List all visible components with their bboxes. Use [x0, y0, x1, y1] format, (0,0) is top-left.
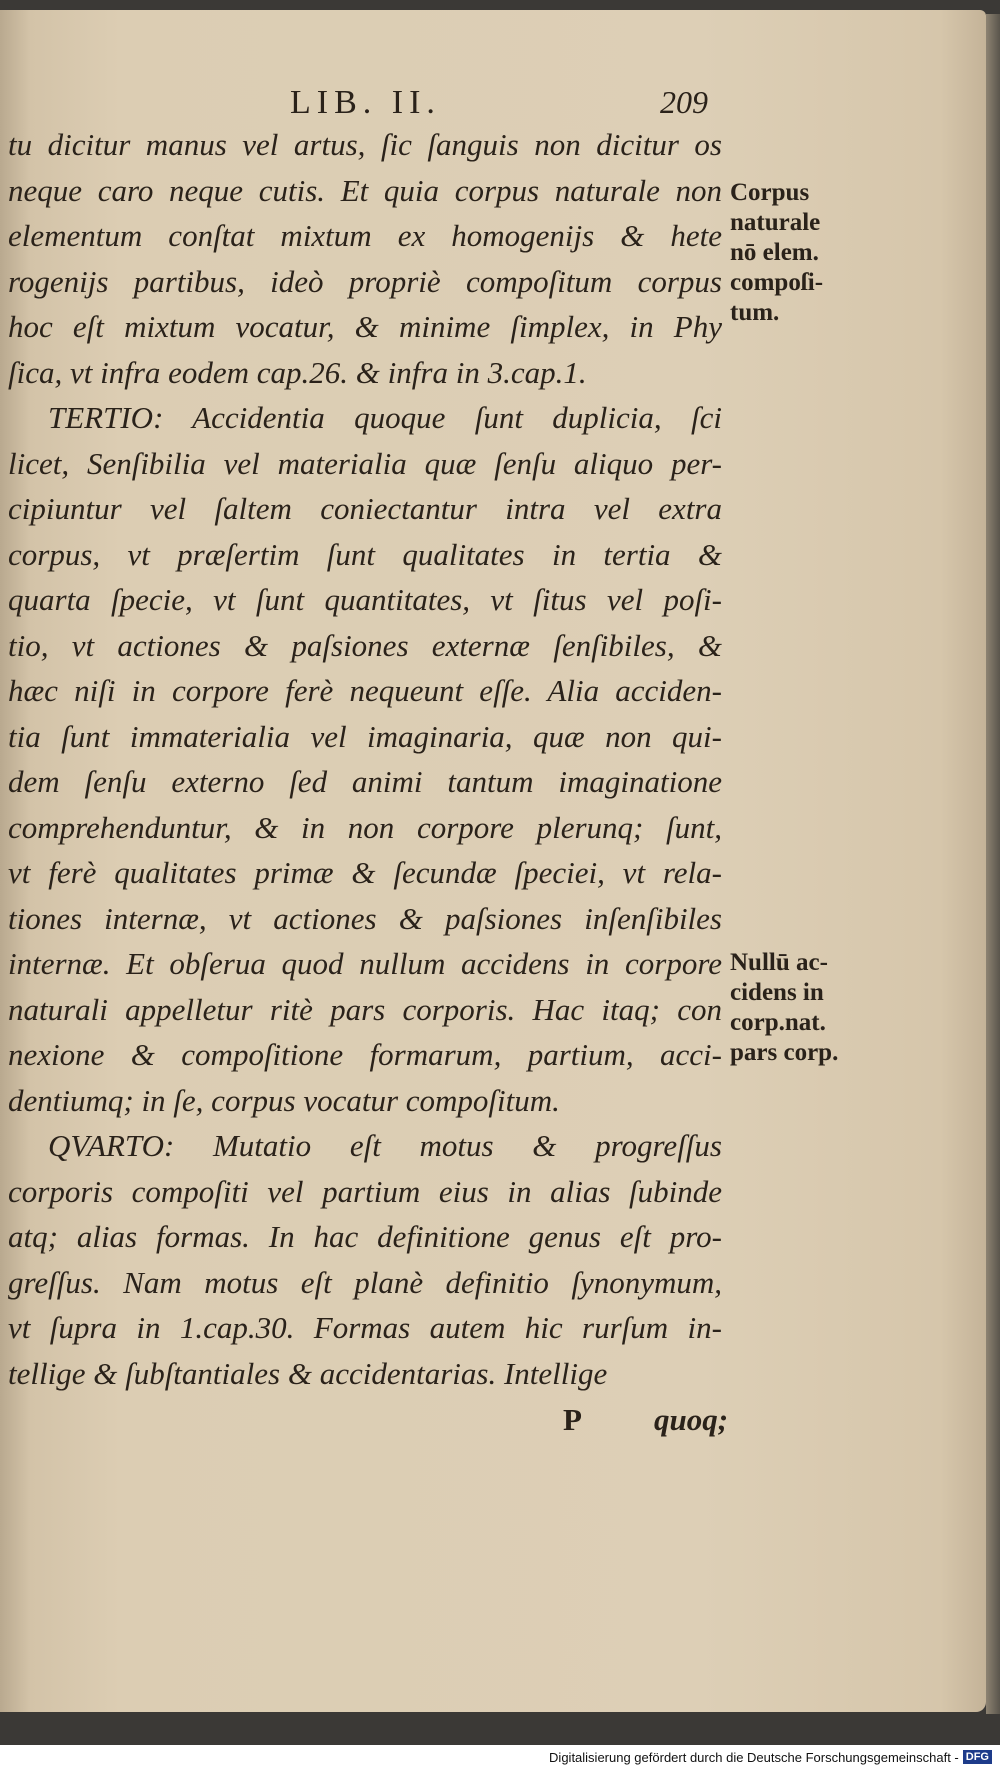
note-line: tum. — [730, 299, 780, 326]
catchword: quoq; — [654, 1402, 729, 1437]
text-line: hæc niſi in corpore ferè nequeunt eſſe. Alia acciden- — [8, 673, 722, 708]
note-line: cidens in — [730, 979, 824, 1006]
text-line: TERTIO: Accidentia quoque ſunt duplicia, ſci — [48, 400, 722, 435]
text-line: hoc eſt mixtum vocatur, & minime ſimplex, in Phy — [8, 309, 722, 344]
text-line: comprehenduntur, & in non corpore plerunq; ſunt, — [8, 809, 722, 845]
text-line: ſica, vt infra eodem cap.26. & infra in 3.cap.1. — [8, 354, 587, 390]
text-line: naturali appelletur ritè pars corporis. Hac itaq; con — [8, 991, 722, 1027]
note-line: naturale — [730, 209, 821, 236]
text-line: tio, vt actiones & paſsiones externæ ſenſibiles, & — [8, 627, 722, 663]
text-line: cipiuntur vel ſaltem coniectantur intra vel extra — [8, 491, 722, 526]
note-line: Corpus — [730, 179, 810, 206]
text-line: QVARTO: Mutatio eſt motus & progreſſus — [48, 1128, 722, 1163]
text-line: elementum conſtat mixtum ex homogenijs & hete — [8, 218, 722, 253]
text-line: rogenijs partibus, ideò propriè compoſitum corpus — [8, 263, 722, 299]
page-number: 209 — [660, 84, 708, 120]
text-line: vt ſupra in 1.cap.30. Formas autem hic rurſum in- — [8, 1310, 722, 1345]
text-line: greſſus. Nam motus eſt planè definitio ſynonymum, — [8, 1264, 722, 1300]
dfg-logo: DFG — [963, 1750, 992, 1764]
text-line: dentiumq; in ſe, corpus vocatur compoſitum. — [8, 1082, 560, 1118]
marginal-note-accidens — [730, 948, 838, 1068]
marginal-note-corpus — [730, 178, 823, 328]
note-line: corp.nat. — [730, 1009, 826, 1036]
text-line: tia ſunt immaterialia vel imaginaria, quæ non qui- — [8, 718, 722, 754]
note-line: nō elem. — [730, 239, 819, 266]
note-line: compoſi- — [730, 269, 824, 296]
text-line: atq; alias formas. In hac definitione genus eſt pro- — [8, 1219, 722, 1254]
running-title: LIB. II. — [290, 84, 441, 121]
page-edge — [986, 14, 1000, 1714]
text-line: internæ. Et obſerua quod nullum accidens in corpore — [8, 946, 722, 981]
text-line: tiones internæ, vt actiones & paſsiones inſenſibiles — [8, 900, 722, 936]
text-line: nexione & compoſitione formarum, partium, acci- — [8, 1037, 722, 1072]
text-line: tu dicitur manus vel artus, ſic ſanguis non dicitur os — [8, 127, 722, 162]
text-line: tellige & ſubſtantiales & accidentarias. Intellige — [8, 1355, 608, 1391]
note-line: pars corp. — [730, 1039, 839, 1066]
text-line: vt ferè qualitates primæ & ſecundæ ſpeciei, vt rela- — [8, 855, 722, 890]
body-text — [8, 122, 722, 1396]
text-line: corpus, vt præſertim ſunt qualitates in tertia & — [8, 536, 722, 572]
text-line: licet, Senſibilia vel materialia quæ ſenſu aliquo per- — [8, 445, 722, 481]
text-line: quarta ſpecie, vt ſunt quantitates, vt ſitus vel poſi- — [8, 582, 722, 617]
text-line: neque caro neque cutis. Et quia corpus naturale non — [8, 172, 722, 208]
signature-mark: P — [563, 1402, 582, 1437]
text-line: corporis compoſiti vel partium eius in alias ſubinde — [8, 1173, 722, 1209]
text-line: dem ſenſu externo ſed animi tantum imaginatione — [8, 764, 722, 799]
digitization-credit — [549, 1746, 992, 1768]
note-line: Nullū ac- — [730, 949, 828, 976]
credit-text: Digitalisierung gefördert durch die Deutsche Forschungsgemeinschaft - — [549, 1749, 959, 1765]
